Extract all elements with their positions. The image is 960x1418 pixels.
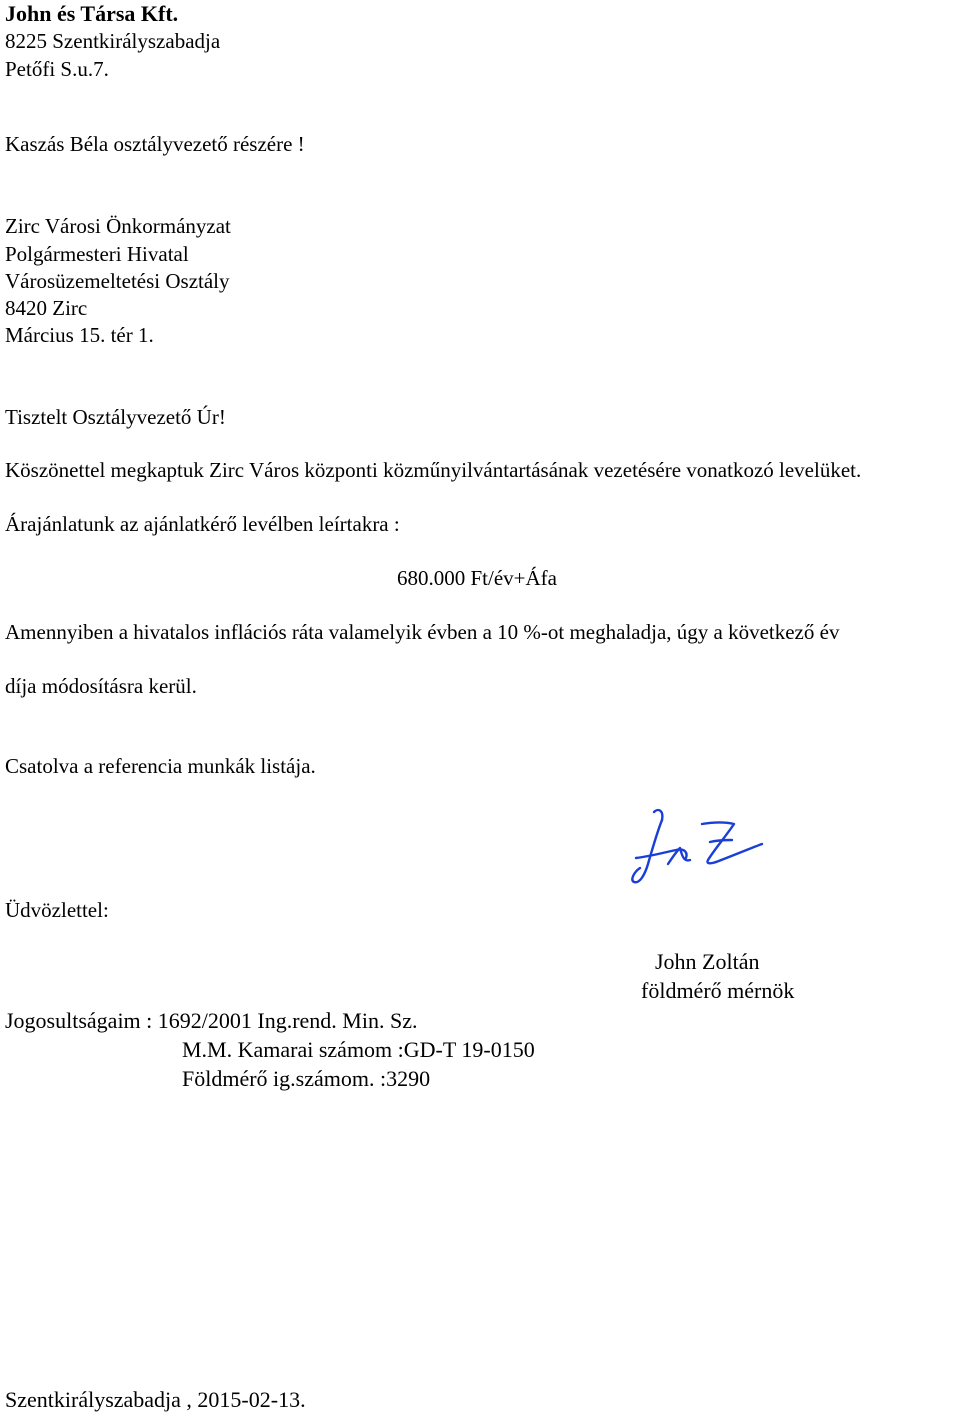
attention-line: Kaszás Béla osztályvezető részére ! — [5, 132, 305, 156]
closing: Üdvözlettel: — [5, 898, 109, 922]
sender-city: 8225 Szentkirályszabadja — [5, 29, 221, 53]
place-date: Szentkirályszabadja , 2015-02-13. — [5, 1387, 306, 1412]
sender-company: John és Társa Kft. — [5, 1, 179, 26]
recipient-line-5: Március 15. tér 1. — [5, 323, 154, 347]
recipient-line-4: 8420 Zirc — [5, 296, 88, 320]
salutation: Tisztelt Osztályvezető Úr! — [5, 405, 226, 429]
body-paragraph-3-line-1: Amennyiben a hivatalos inflációs ráta valamelyik évben a 10 %-ot meghaladja, úgy a következő év — [5, 620, 840, 644]
credentials-line-2: M.M. Kamarai számom :GD-T 19-0150 — [182, 1037, 535, 1062]
body-paragraph-2: Árajánlatunk az ajánlatkérő levélben leírtakra : — [5, 512, 400, 536]
body-paragraph-1: Köszönettel megkaptuk Zirc Város központi közműnyilvántartásának vezetésére vonatkozó levelüket. — [5, 458, 862, 482]
body-paragraph-3-line-2: díja módosításra kerül. — [5, 674, 197, 698]
recipient-line-2: Polgármesteri Hivatal — [5, 242, 189, 266]
sender-street: Petőfi S.u.7. — [5, 57, 109, 81]
signature-image — [628, 806, 768, 892]
credentials-line-1: Jogosultságaim : 1692/2001 Ing.rend. Min. Sz. — [5, 1008, 418, 1033]
credentials-line-3: Földmérő ig.számom. :3290 — [182, 1066, 431, 1091]
recipient-line-1: Zirc Városi Önkormányzat — [5, 214, 231, 238]
signatory-name: John Zoltán — [655, 949, 760, 974]
price-line: 680.000 Ft/év+Áfa — [397, 566, 557, 590]
recipient-line-3: Városüzemeltetési Osztály — [5, 269, 230, 293]
signatory-title: földmérő mérnök — [641, 978, 795, 1003]
attachment-note: Csatolva a referencia munkák listája. — [5, 754, 316, 778]
